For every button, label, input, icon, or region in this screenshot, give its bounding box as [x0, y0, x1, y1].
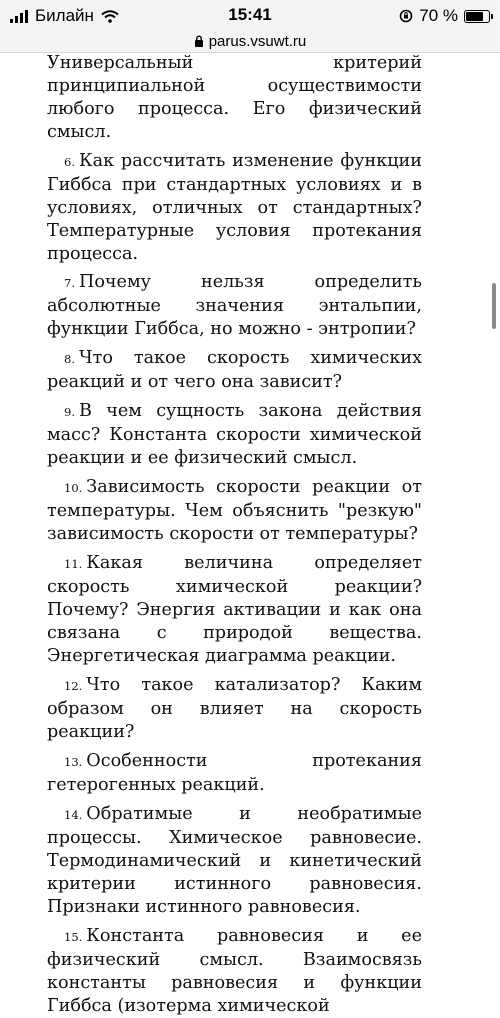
question-number: 10.: [64, 481, 83, 495]
page-content: [47, 52, 422, 1016]
carrier-name: Билайн: [35, 6, 94, 25]
question-text: Что такое катализатор? Каким образом он влияет на скорость реакции?: [47, 675, 422, 742]
question-number: 8.: [64, 352, 75, 366]
question-number: 14.: [64, 808, 83, 822]
list-item: [47, 803, 422, 919]
question-text: Обратимые и необратимые процессы. Химическое равновесие. Термодинамический и кинетический критерии истинного равновесия. Признаки истинного равновесия.: [47, 804, 422, 917]
list-item: [47, 925, 422, 1018]
question-number: 9.: [64, 405, 75, 419]
battery-level: [466, 12, 483, 21]
question-list: [47, 150, 422, 1018]
question-text: Почему нельзя определить абсолютные значения энтальпии, функции Гиббса, но можно - энтропии?: [47, 272, 422, 339]
question-number: 12.: [64, 679, 83, 693]
list-item: [47, 347, 422, 394]
question-number: 15.: [64, 930, 83, 944]
url-text[interactable]: parus.vsuwt.ru: [208, 32, 307, 50]
status-bar: [0, 0, 500, 30]
question-text: Какая величина определяет скорость химической реакции? Почему? Энергия активации и как она связана с природой вещества. Энергетическая диаграмма реакции.: [47, 553, 422, 666]
question-number: 6.: [64, 155, 75, 169]
status-right: [399, 6, 490, 26]
battery-percent: 70 %: [419, 6, 458, 25]
question-text: Зависимость скорости реакции от температуры. Чем объяснить "резкую" зависимость скорости от температуры?: [47, 477, 422, 544]
list-item: [47, 552, 422, 668]
clock: 15:41: [228, 5, 272, 24]
list-item: [47, 150, 422, 266]
list-item: [47, 271, 422, 341]
lock-icon: [194, 35, 204, 47]
list-item: [47, 400, 422, 470]
question-text: В чем сущность закона действия масс? Константа скорости химической реакции и ее физический смысл.: [47, 401, 422, 468]
question-text: Особенности протекания гетерогенных реакций.: [47, 751, 422, 795]
battery-icon: [464, 10, 490, 23]
intro-paragraph: Универсальный критерий принципиальной осуществимости любого процесса. Его физический смысл.: [47, 53, 422, 142]
question-text: Что такое скорость химических реакций и от чего она зависит?: [47, 348, 422, 392]
question-text: Константа равновесия и ее физический смысл. Взаимосвязь константы равновесия и функции Гиббса (изотерма химической: [47, 926, 422, 1016]
question-number: 13.: [64, 755, 83, 769]
orientation-lock-icon: [399, 9, 413, 23]
url-bar[interactable]: [0, 30, 500, 53]
question-number: 7.: [64, 276, 75, 290]
question-text: Как рассчитать изменение функции Гиббса при стандартных условиях и в условиях, отличных от стандартных? Температурные условия протекания процесса.: [47, 151, 422, 264]
question-number: 11.: [64, 557, 83, 571]
list-item: [47, 750, 422, 797]
list-item: [47, 674, 422, 744]
list-item: [47, 476, 422, 546]
scrollbar[interactable]: [492, 283, 496, 329]
